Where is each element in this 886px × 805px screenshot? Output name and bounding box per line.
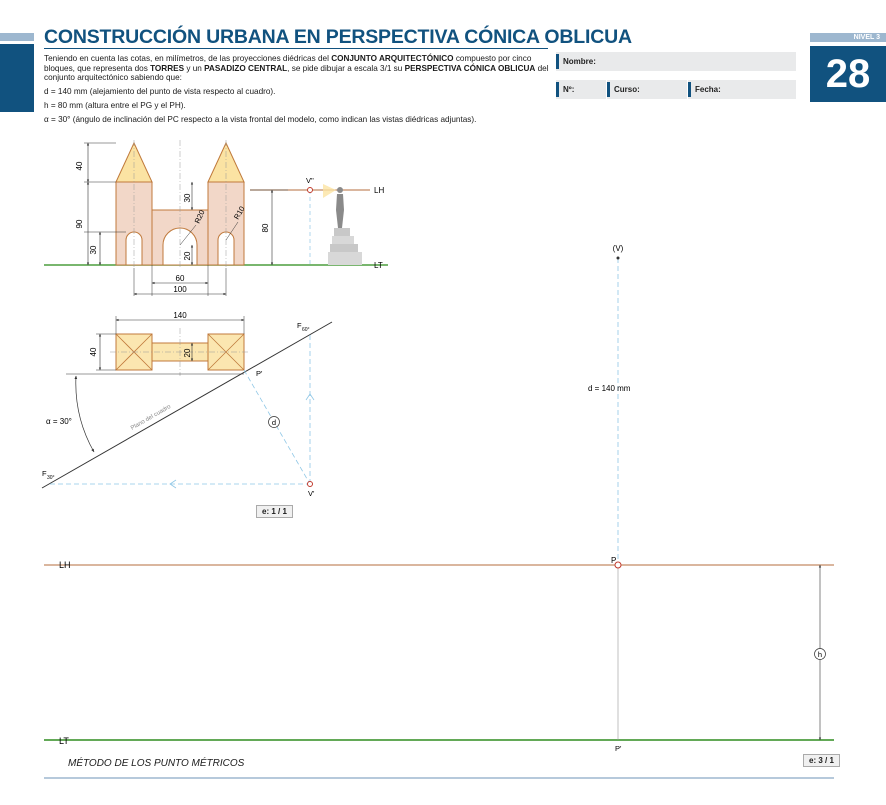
- plan-d-circle-label: d: [271, 418, 277, 427]
- statement-text: , se pide dibujar a escala 3/1 su: [287, 63, 405, 73]
- plan-viewpoint: [308, 482, 313, 487]
- statement-text: Teniendo en cuenta las cotas, en milímetros, de las proyecciones diédricas del: [44, 54, 332, 63]
- plan-dim-140-label: 140: [173, 311, 187, 320]
- plan-view: [42, 311, 332, 498]
- plano-label: Plano del cuadro: [130, 404, 173, 432]
- statement-bold: PERSPECTIVA CÓNICA OBLICUA: [404, 63, 536, 73]
- dim-100-label: 100: [173, 285, 187, 294]
- main-lt-label: LT: [59, 736, 69, 746]
- radius-10-label: R10: [231, 204, 247, 221]
- dim-90-label: 90: [75, 219, 84, 229]
- vanishing-point-elev: [308, 188, 313, 193]
- course-label: Curso:: [614, 85, 640, 94]
- sheet-number-badge: 28: [810, 46, 886, 102]
- alpha-label: α = 30°: [46, 417, 72, 426]
- statement-d: d = 140 mm (alejamiento del punto de vista respecto al cuadro).: [44, 87, 276, 97]
- statement-bold: CONJUNTO ARQUITECTÓNICO: [331, 54, 454, 63]
- dim-80-label: 80: [261, 223, 270, 233]
- plan-dim-20-label: 20: [183, 348, 192, 358]
- number-label: Nº:: [563, 85, 575, 94]
- plan-scale-box: e: 1 / 1: [256, 505, 293, 518]
- f60-label: F: [297, 321, 302, 330]
- main-v-label: (V): [612, 244, 624, 253]
- statement-alpha: α = 30° (ángulo de inclinación del PC respecto a la vista frontal del modelo, como indican las vistas diédricas adjuntas).: [44, 114, 477, 124]
- date-label: Fecha:: [695, 85, 721, 94]
- f30-label: F: [42, 469, 47, 478]
- dim-60-label: 60: [175, 274, 185, 283]
- elevation-view: [44, 140, 388, 296]
- v-double-prime-label: V'': [306, 176, 314, 185]
- statement-text: compuesto por cinco bloques, que representa dos: [44, 54, 532, 73]
- level-label: NIVEL 3: [810, 33, 886, 42]
- statement-text: del conjunto arquitectónico sabiendo que:: [44, 63, 549, 83]
- dim-30-left-label: 30: [89, 245, 98, 255]
- method-label: MÉTODO DE LOS PUNTO MÉTRICOS: [68, 758, 245, 769]
- plan-v-prime-label: V': [308, 489, 315, 498]
- dim-20-label: 20: [183, 251, 192, 261]
- radius-20-label: R20: [192, 208, 207, 225]
- observer-stairs: [328, 228, 362, 265]
- plan-p-prime-label: P': [256, 369, 263, 378]
- main-p-label: P: [611, 556, 617, 565]
- main-p-prime-label: P': [615, 744, 622, 753]
- main-lh-label: LH: [59, 560, 71, 570]
- name-label: Nombre:: [563, 57, 596, 66]
- main-d-label: d = 140 mm: [588, 384, 631, 393]
- plan-dim-40-label: 40: [89, 347, 98, 357]
- dim-40-label: 40: [75, 161, 84, 171]
- main-h-circle-label: h: [817, 650, 823, 659]
- statement-text: y un: [184, 63, 205, 73]
- main-construction: [44, 244, 834, 778]
- observer-figure: [323, 184, 344, 228]
- f30-sub-label: 30°: [47, 475, 55, 481]
- statement-bold: TORRES: [150, 63, 185, 73]
- statement-bold: PASADIZO CENTRAL: [204, 63, 288, 73]
- elev-lh-label: LH: [374, 186, 385, 195]
- elev-lt-label: LT: [374, 261, 383, 270]
- statement-h: h = 80 mm (altura entre el PG y el PH).: [44, 100, 186, 110]
- main-scale-box: e: 3 / 1: [803, 754, 840, 767]
- f60-sub-label: 60°: [302, 327, 310, 333]
- dim-30-mid-label: 30: [183, 193, 192, 203]
- page-title: CONSTRUCCIÓN URBANA EN PERSPECTIVA CÓNICA OBLICUA: [44, 26, 632, 48]
